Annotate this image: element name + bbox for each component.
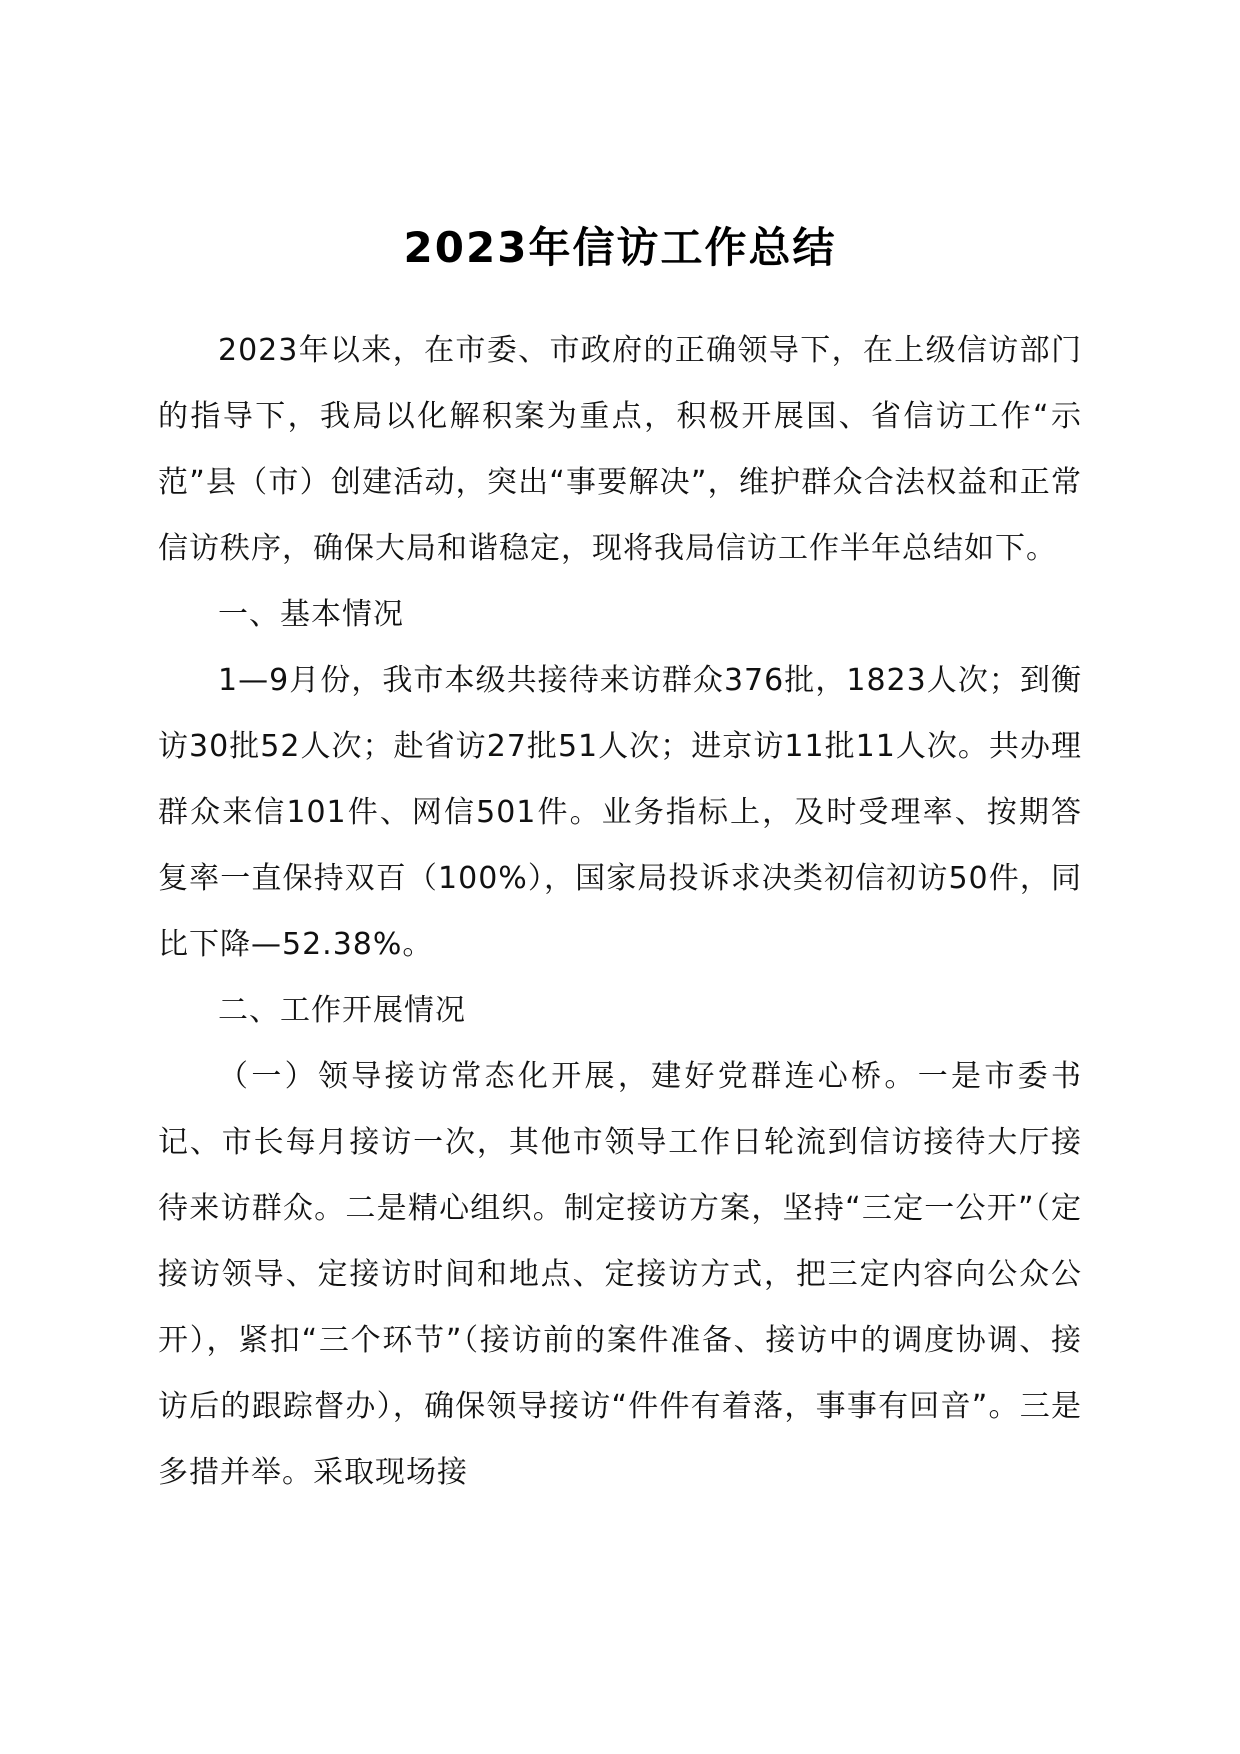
paragraph-leader-reception: （一）领导接访常态化开展，建好党群连心桥。一是市委书记、市长每月接访一次，其他市领导工作日轮流到信访接待大厅接待来访群众。二是精心组织。制定接访方案，坚持“三定一公开”（定接访领导、定接访时间和地点、定接访方式，把三定内容向公众公开），紧扣“三个环节”（接访前的案件准备、接访中的调度协调、接访后的跟踪督办），确保领导接访“件件有着落，事事有回音”。三是多措并举。采取现场接 <box>158 1059 1082 1490</box>
section-heading-work-progress: 二、工作开展情况 <box>218 993 466 1028</box>
document-body <box>158 318 1082 1506</box>
paragraph-basic-situation: 1—9月份，我市本级共接待来访群众376批，1823人次；到衡访30批52人次；赴省访27批51人次；进京访11批11人次。共办理群众来信101件、网信501件。业务指标上，及时受理率、按期答复率一直保持双百（100%），国家局投诉求决类初信初访50件，同比下降—52.38%。 <box>158 663 1082 962</box>
document-title: 2023年信访工作总结 <box>403 223 837 272</box>
paragraph-intro: 2023年以来，在市委、市政府的正确领导下，在上级信访部门的指导下，我局以化解积案为重点，积极开展国、省信访工作“示范”县（市）创建活动，突出“事要解决”，维护群众合法权益和正常信访秩序，确保大局和谐稳定，现将我局信访工作半年总结如下。 <box>158 333 1082 566</box>
section-heading-basic-situation: 一、基本情况 <box>218 597 404 632</box>
